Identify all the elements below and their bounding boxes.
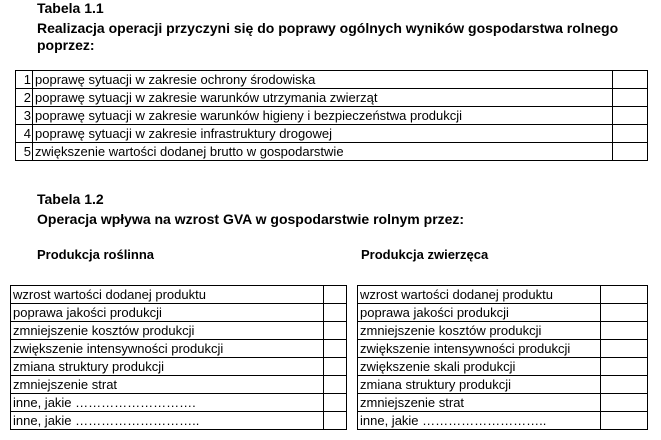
table1-title: Tabela 1.1 bbox=[37, 0, 104, 16]
checkbox-cell[interactable] bbox=[601, 340, 648, 358]
table1-row bbox=[16, 125, 648, 143]
table2-left-row bbox=[11, 412, 347, 430]
table2-left bbox=[10, 285, 347, 430]
row-text: poprawę sytuacji w zakresie infrastruktury drogowej bbox=[33, 125, 613, 143]
row-text: zmniejszenie strat bbox=[11, 376, 324, 394]
row-number: 2 bbox=[16, 89, 33, 107]
row-number: 1 bbox=[16, 71, 33, 89]
row-text: zmniejszenie kosztów produkcji bbox=[11, 322, 324, 340]
table2-right-row bbox=[358, 322, 648, 340]
row-text: wzrost wartości dodanej produktu bbox=[11, 286, 324, 304]
row-text: zmniejszenie strat bbox=[358, 394, 601, 412]
row-text: poprawa jakości produkcji bbox=[11, 304, 324, 322]
table2-right-row bbox=[358, 286, 648, 304]
row-text: poprawa jakości produkcji bbox=[358, 304, 601, 322]
table2-right-row bbox=[358, 412, 648, 430]
row-text: wzrost wartości dodanej produktu bbox=[358, 286, 601, 304]
checkbox-cell[interactable] bbox=[324, 304, 347, 322]
checkbox-cell[interactable] bbox=[601, 322, 648, 340]
row-text: zwiększenie intensywności produkcji bbox=[11, 340, 324, 358]
table2-right-row bbox=[358, 376, 648, 394]
checkbox-cell[interactable] bbox=[324, 358, 347, 376]
checkbox-cell[interactable] bbox=[324, 394, 347, 412]
checkbox-cell[interactable] bbox=[601, 286, 648, 304]
table2-left-row bbox=[11, 358, 347, 376]
checkbox-cell[interactable] bbox=[613, 125, 648, 143]
table1-row bbox=[16, 143, 648, 161]
table2-right bbox=[357, 285, 648, 430]
row-text: inne, jakie ………………………. bbox=[11, 394, 324, 412]
table2-right-row bbox=[358, 394, 648, 412]
row-text: inne, jakie ……………………….. bbox=[11, 412, 324, 430]
checkbox-cell[interactable] bbox=[601, 376, 648, 394]
row-number: 5 bbox=[16, 143, 33, 161]
table1-row bbox=[16, 107, 648, 125]
table2-left-row bbox=[11, 304, 347, 322]
row-text: zwiększenie intensywności produkcji bbox=[358, 340, 601, 358]
table1 bbox=[15, 70, 648, 161]
table1-subtitle: Realizacja operacji przyczyni się do poprawy ogólnych wyników gospodarstwa rolnego poprzez: bbox=[37, 20, 619, 53]
checkbox-cell[interactable] bbox=[613, 107, 648, 125]
row-text: inne, jakie ……………………….. bbox=[358, 412, 601, 430]
table2-left-row bbox=[11, 340, 347, 358]
table2-left-row bbox=[11, 376, 347, 394]
table2-title: Tabela 1.2 bbox=[37, 191, 104, 207]
checkbox-cell[interactable] bbox=[613, 89, 648, 107]
left-column-header: Produkcja roślinna bbox=[37, 247, 155, 262]
checkbox-cell[interactable] bbox=[613, 71, 648, 89]
table2-left-row bbox=[11, 322, 347, 340]
checkbox-cell[interactable] bbox=[601, 304, 648, 322]
row-text: zmniejszenie kosztów produkcji bbox=[358, 322, 601, 340]
checkbox-cell[interactable] bbox=[601, 394, 648, 412]
table1-row bbox=[16, 71, 648, 89]
table2-left-row bbox=[11, 286, 347, 304]
table2-subtitle: Operacja wpływa na wzrost GVA w gospodarstwie rolnym przez: bbox=[37, 211, 465, 227]
table2-right-row bbox=[358, 304, 648, 322]
checkbox-cell[interactable] bbox=[324, 322, 347, 340]
row-text: poprawę sytuacji w zakresie warunków utrzymania zwierząt bbox=[33, 89, 613, 107]
row-text: poprawę sytuacji w zakresie ochrony środowiska bbox=[33, 71, 613, 89]
row-text: zwiększenie skali produkcji bbox=[358, 358, 601, 376]
checkbox-cell[interactable] bbox=[324, 340, 347, 358]
row-number: 4 bbox=[16, 125, 33, 143]
checkbox-cell[interactable] bbox=[613, 143, 648, 161]
checkbox-cell[interactable] bbox=[324, 286, 347, 304]
table2-right-row bbox=[358, 340, 648, 358]
row-text: zmiana struktury produkcji bbox=[11, 358, 324, 376]
row-text: zmiana struktury produkcji bbox=[358, 376, 601, 394]
checkbox-cell[interactable] bbox=[601, 358, 648, 376]
checkbox-cell[interactable] bbox=[324, 412, 347, 430]
row-text: zwiększenie wartości dodanej brutto w gospodarstwie bbox=[33, 143, 613, 161]
table1-row bbox=[16, 89, 648, 107]
table2-left-row bbox=[11, 394, 347, 412]
table2-right-row bbox=[358, 358, 648, 376]
row-number: 3 bbox=[16, 107, 33, 125]
checkbox-cell[interactable] bbox=[601, 412, 648, 430]
checkbox-cell[interactable] bbox=[324, 376, 347, 394]
row-text: poprawę sytuacji w zakresie warunków higieny i bezpieczeństwa produkcji bbox=[33, 107, 613, 125]
right-column-header: Produkcja zwierzęca bbox=[361, 247, 489, 262]
